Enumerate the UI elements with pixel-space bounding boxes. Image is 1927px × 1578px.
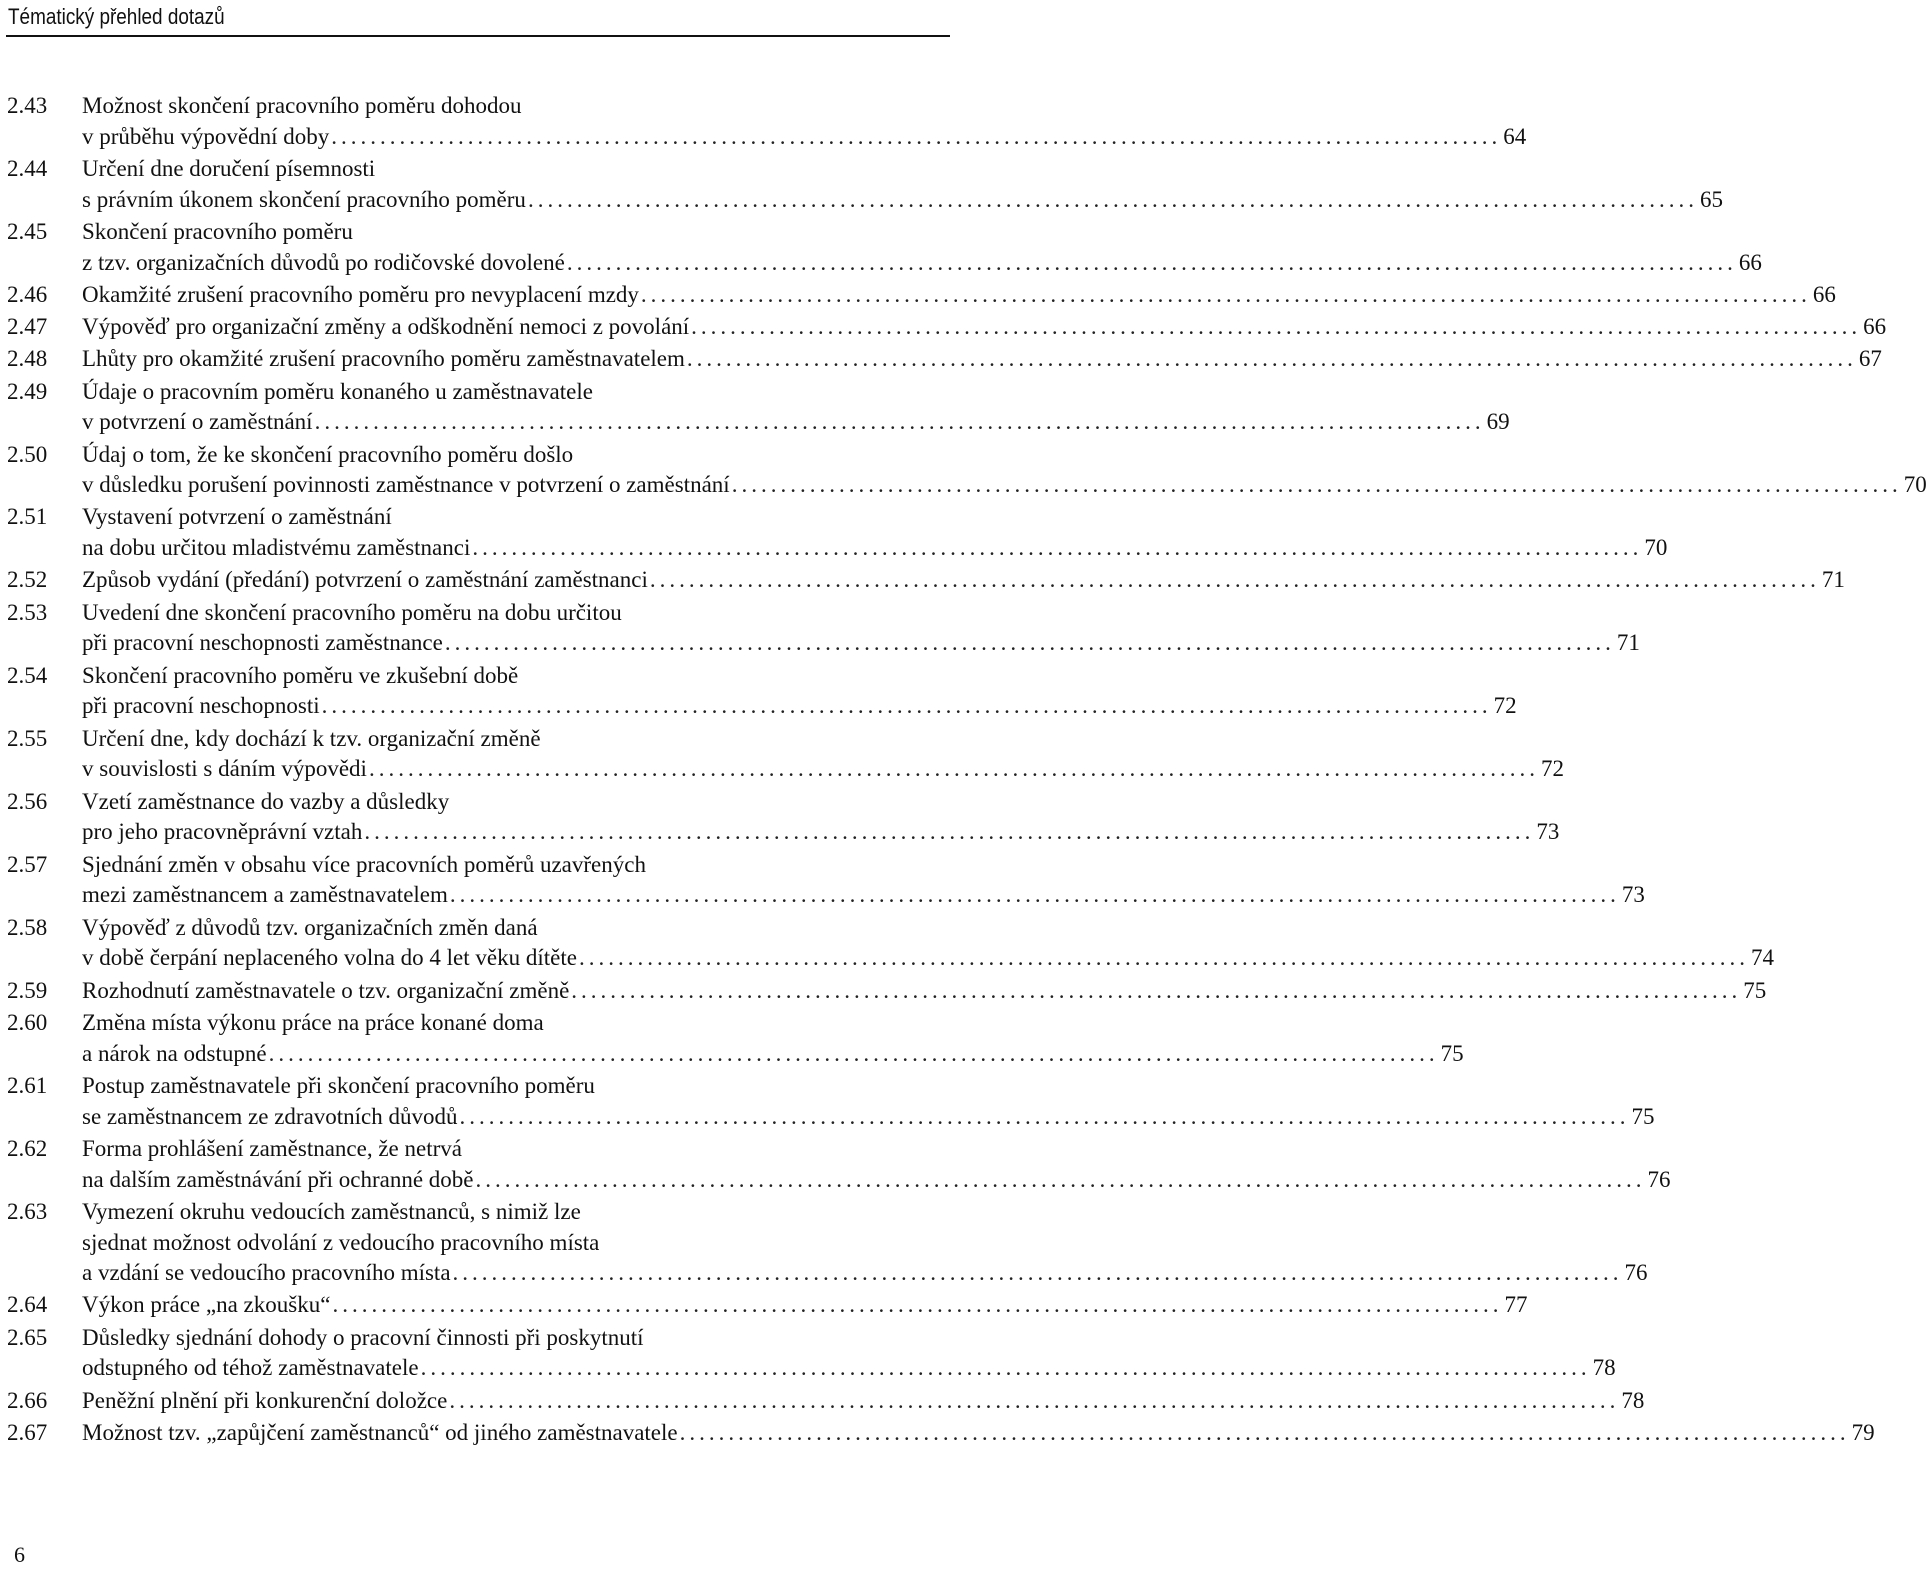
dot-leader: ........................................................................................................................ [640,281,1811,307]
dot-leader: ........................................................................................................................ [268,1040,1439,1066]
toc-entry-title: a vzdání se vedoucího pracovního místa [82,1258,451,1289]
toc-entry-title: v potvrzení o zaměstnání [82,407,313,438]
toc-entry-title: Vzetí zaměstnance do vazby a důsledky [82,788,450,814]
toc-entry-line [0,154,960,185]
toc-entry-line [0,344,1882,375]
toc-entry-line [0,661,960,692]
toc-entry-title: Rozhodnutí zaměstnavatele o tzv. organizační změně [82,976,569,1007]
toc-entry-line [0,440,960,471]
toc-entry-title: v době čerpání neplaceného volna do 4 let věku dítěte [82,943,577,974]
toc-entry-page: 78 [1592,1355,1616,1381]
toc-entry-number: 2.52 [7,567,48,593]
toc-entry-title: Vystavení potvrzení o zaměstnání [82,504,392,530]
toc-entry-line [0,943,1774,974]
running-head: Tématický přehled dotazů [8,4,225,29]
toc-entry-line [0,598,960,629]
dot-leader: ........................................................................................................................ [459,1103,1630,1129]
toc-entry-title: Určení dne doručení písemnosti [82,155,376,181]
toc-entry-number: 2.66 [7,1387,48,1413]
toc-entry-line [0,122,1527,153]
toc-entry-title: Možnost skončení pracovního poměru dohodou [82,93,522,118]
toc-entry-line [0,1418,1875,1449]
toc-entry-line [0,533,1668,564]
dot-leader: ........................................................................................................................ [331,123,1502,149]
toc-entry-title: na dalším zaměstnávání při ochranné době [82,1165,474,1196]
toc-entry [0,377,1510,439]
dot-leader: ........................................................................................................................ [527,186,1698,212]
toc-entry-number: 2.63 [7,1198,48,1224]
toc-entry-line [0,976,1767,1007]
toc-entry-title: Skončení pracovního poměru [82,218,353,244]
dot-leader: ........................................................................................................................ [578,945,1749,971]
dot-leader: ........................................................................................................................ [449,882,1620,908]
toc-entry-line [0,565,1845,596]
dot-leader: ........................................................................................................................ [364,819,1535,845]
toc-entry-title: v souvislosti s dáním výpovědi [82,754,367,785]
toc-entry-title: se zaměstnancem ze zdravotních důvodů [82,1102,458,1133]
toc-entry-page: 67 [1858,346,1882,372]
toc-entry-title: Sjednání změn v obsahu více pracovních poměrů uzavřených [82,851,646,877]
toc-entry-line [0,1353,1616,1384]
dot-leader: ........................................................................................................................ [649,567,1820,593]
toc-entry [0,913,1774,975]
toc-entry-page: 66 [1812,281,1836,307]
toc-entry-number: 2.60 [7,1009,48,1035]
toc-entry-number: 2.46 [7,281,48,307]
toc-entry [0,154,1723,216]
toc-entry-title: na dobu určitou mladistvému zaměstnanci [82,533,470,564]
toc-entry-line [0,1228,960,1259]
dot-leader: ........................................................................................................................ [368,756,1539,782]
toc-entry-title: při pracovní neschopnosti [82,691,320,722]
toc-entry-number: 2.56 [7,788,48,814]
toc-entry [0,440,1927,502]
toc-entry-page: 65 [1699,186,1723,212]
toc-entry-page: 75 [1743,977,1767,1003]
toc-entry-page: 71 [1821,567,1845,593]
toc-entry-line [0,1102,1655,1133]
toc-entry-line [0,1323,960,1354]
toc-entry-number: 2.62 [7,1135,48,1161]
dot-leader: ........................................................................................................................ [420,1355,1591,1381]
toc-entry-line [0,880,1645,911]
toc-entry-title: mezi zaměstnancem a zaměstnavatelem [82,880,448,911]
toc-entry-line [0,312,1887,343]
toc-entry-number: 2.45 [7,218,48,244]
toc-entry-title: z tzv. organizačních důvodů po rodičovské dovolené [82,248,565,279]
toc-entry-number: 2.67 [7,1419,48,1445]
toc-entry-line [0,1039,1464,1070]
dot-leader: ........................................................................................................................ [332,1292,1503,1318]
toc-entry-number: 2.50 [7,441,48,467]
dot-leader: ........................................................................................................................ [321,693,1492,719]
toc-entry-number: 2.48 [7,346,48,372]
toc-entry-line [0,1386,1645,1417]
toc-entry-line [0,1197,960,1228]
toc-entry-number: 2.44 [7,155,48,181]
toc-entry-title: Vymezení okruhu vedoucích zaměstnanců, s nimiž lze [82,1198,581,1224]
toc-entry-title: pro jeho pracovněprávní vztah [82,817,362,848]
toc-entry [0,502,1668,564]
toc-entry [0,344,1882,375]
toc-entry-page: 76 [1647,1166,1671,1192]
toc-entry-number: 2.54 [7,662,48,688]
toc-entry-number: 2.51 [7,504,48,530]
toc-entry-line [0,817,1560,848]
toc-entry-title: Forma prohlášení zaměstnance, že netrvá [82,1135,462,1161]
toc-entry [0,850,1645,912]
toc-entry-number: 2.58 [7,914,48,940]
toc-entry-line [0,217,960,248]
toc-entry-title: s právním úkonem skončení pracovního poměru [82,185,526,216]
toc-entry-number: 2.43 [7,93,48,118]
toc-entry-page: 78 [1621,1387,1645,1413]
toc-entry-line [0,407,1510,438]
toc-entry-page: 76 [1624,1260,1648,1286]
toc-entry-line [0,470,1927,501]
toc-entry-page: 77 [1504,1292,1528,1318]
toc-entry-title: v průběhu výpovědní doby [82,122,329,153]
toc-entry-page: 73 [1536,819,1560,845]
toc-entry-page: 69 [1486,409,1510,435]
toc-entry-title: Důsledky sjednání dohody o pracovní činnosti při poskytnutí [82,1324,644,1350]
toc-entry-line [0,91,960,122]
toc-entry [0,1134,1671,1196]
toc-entry-title: sjednat možnost odvolání z vedoucího pracovního místa [82,1229,600,1255]
toc-entry-line [0,1165,1671,1196]
dot-leader: ........................................................................................................................ [475,1166,1646,1192]
toc-entry-line [0,1258,1648,1289]
toc-entry-page: 66 [1863,314,1887,340]
toc-entry [0,91,1527,153]
toc-entry-page: 72 [1493,693,1517,719]
toc-entry [0,1197,1648,1289]
toc-entry-title: Určení dne, kdy dochází k tzv. organizační změně [82,725,541,751]
toc-entry-title: Výpověď pro organizační změny a odškodnění nemoci z povolání [82,312,689,343]
toc-entry-title: Změna místa výkonu práce na práce konané doma [82,1009,544,1035]
toc-entry [0,1418,1875,1449]
toc-entry-title: Postup zaměstnavatele při skončení pracovního poměru [82,1072,595,1098]
toc-entry-line [0,1008,960,1039]
toc-entry [0,976,1767,1007]
toc-entry-line [0,280,1836,311]
toc-entry-title: Okamžité zrušení pracovního poměru pro nevyplacení mzdy [82,280,639,311]
dot-leader: ........................................................................................................................ [444,630,1615,656]
toc-entry-line [0,1071,960,1102]
toc-entry-title: a nárok na odstupné [82,1039,267,1070]
toc-entry-number: 2.55 [7,725,48,751]
toc-entry-title: odstupného od téhož zaměstnavatele [82,1353,419,1384]
toc-entry-number: 2.53 [7,599,48,625]
toc-entry-page: 71 [1616,630,1640,656]
dot-leader: ........................................................................................................................ [686,346,1857,372]
dot-leader: ........................................................................................................................ [566,249,1737,275]
toc-entry-number: 2.57 [7,851,48,877]
toc-entry [0,1008,1464,1070]
dot-leader: ........................................................................................................................ [472,535,1643,561]
toc-entry-line [0,913,960,944]
dot-leader: ........................................................................................................................ [452,1260,1623,1286]
toc-entry [0,1290,1528,1321]
toc-entry-page: 74 [1750,945,1774,971]
toc-entry-number: 2.61 [7,1072,48,1098]
toc-entry-page: 70 [1644,535,1668,561]
toc-entry-number: 2.65 [7,1324,48,1350]
toc-entry-title: v důsledku porušení povinnosti zaměstnance v potvrzení o zaměstnání [82,470,730,501]
toc-entry [0,598,1640,660]
toc-entry-title: Uvedení dne skončení pracovního poměru na dobu určitou [82,599,622,625]
toc-entry [0,661,1517,723]
toc-entry-page: 79 [1851,1419,1875,1445]
toc-entry [0,1323,1616,1385]
toc-entry [0,280,1836,311]
toc-entry [0,1386,1645,1417]
toc-entry-title: Lhůty pro okamžité zrušení pracovního poměru zaměstnavatelem [82,344,685,375]
toc-entry [0,787,1560,849]
dot-leader: ........................................................................................................................ [691,314,1862,340]
toc-entry [0,217,1762,279]
toc-entry-line [0,377,960,408]
toc-entry [0,312,1887,343]
dot-leader: ........................................................................................................................ [449,1387,1620,1413]
page-number: 6 [14,1542,25,1567]
table-of-contents [0,91,1927,1450]
dot-leader: ........................................................................................................................ [314,409,1485,435]
toc-entry-title: Skončení pracovního poměru ve zkušební době [82,662,519,688]
toc-entry-number: 2.64 [7,1292,48,1318]
toc-entry-line [0,787,960,818]
toc-entry-number: 2.47 [7,314,48,340]
dot-leader: ........................................................................................................................ [731,472,1902,498]
header-rule [6,35,950,37]
toc-entry-title: Údaj o tom, že ke skončení pracovního poměru došlo [82,441,574,467]
toc-entry-page: 72 [1540,756,1564,782]
toc-entry-title: Způsob vydání (předání) potvrzení o zaměstnání zaměstnanci [82,565,648,596]
toc-entry-line [0,1134,960,1165]
toc-entry-page: 70 [1903,472,1927,498]
toc-entry-line [0,628,1640,659]
toc-entry-page: 66 [1738,249,1762,275]
toc-entry-page: 64 [1503,123,1527,149]
toc-entry-line [0,850,960,881]
toc-entry-number: 2.59 [7,977,48,1003]
dot-leader: ........................................................................................................................ [571,977,1742,1003]
toc-entry-title: při pracovní neschopnosti zaměstnance [82,628,443,659]
dot-leader: ........................................................................................................................ [679,1419,1850,1445]
toc-entry-title: Výkon práce „na zkoušku“ [82,1290,330,1321]
toc-entry-title: Údaje o pracovním poměru konaného u zaměstnavatele [82,378,593,404]
toc-entry-line [0,185,1723,216]
toc-entry-title: Možnost tzv. „zapůjčení zaměstnanců“ od jiného zaměstnavatele [82,1418,678,1449]
toc-entry-line [0,724,960,755]
toc-entry-page: 75 [1631,1103,1655,1129]
toc-entry-number: 2.49 [7,378,48,404]
toc-entry-line [0,502,960,533]
toc-entry-line [0,754,1564,785]
toc-entry-line [0,691,1517,722]
toc-entry [0,1071,1655,1133]
toc-entry-title: Výpověď z důvodů tzv. organizačních změn daná [82,914,538,940]
toc-entry [0,565,1845,596]
toc-entry-line [0,1290,1528,1321]
toc-entry-line [0,248,1762,279]
toc-entry-page: 75 [1440,1040,1464,1066]
toc-entry-title: Peněžní plnění při konkurenční doložce [82,1386,447,1417]
toc-entry-page: 73 [1621,882,1645,908]
toc-entry [0,724,1564,786]
